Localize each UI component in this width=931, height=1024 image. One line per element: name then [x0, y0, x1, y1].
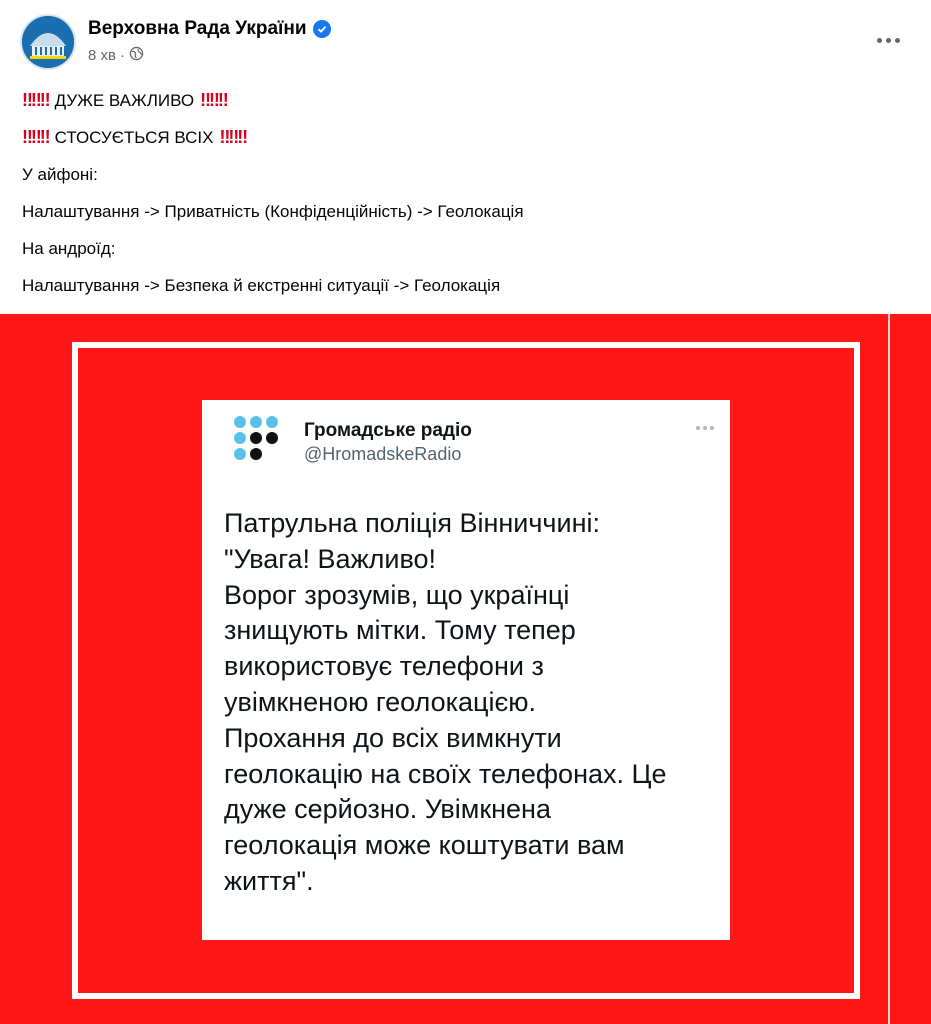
- page-name-text[interactable]: Верховна Рада України: [88, 18, 307, 39]
- tweet-line: знищують мітки. Тому тепер: [224, 615, 576, 646]
- double-exclamation-icon: ‼‼‼: [219, 127, 247, 147]
- tweet-line: дуже серйозно. Увімкнена: [224, 794, 551, 825]
- post-text: [22, 82, 902, 304]
- headline-1: [22, 82, 902, 119]
- android-path: Налаштування -> Безпека й екстренні ситуації -> Геолокація: [22, 276, 501, 295]
- double-exclamation-icon: ‼‼‼: [22, 90, 49, 110]
- tweet-handle: @HromadskeRadio: [304, 444, 462, 464]
- globe-icon: [129, 46, 144, 65]
- iphone-path: Налаштування -> Приватність (Конфіденційність) -> Геолокація: [22, 202, 524, 221]
- tweet-line: геолокація може коштувати вам: [224, 830, 625, 861]
- tweet-line: геолокацію на своїх телефонах. Це: [224, 758, 667, 789]
- post-header: [0, 0, 931, 80]
- tweet-line: "Увага! Важливо!: [224, 543, 437, 574]
- headline-2-text: СТОСУЄТЬСЯ ВСІХ: [54, 128, 214, 147]
- tweet-line: увімкненою геолокацією.: [224, 686, 537, 717]
- iphone-label: У айфоні:: [22, 165, 98, 184]
- tweet-line: Ворог зрозумів, що українці: [224, 579, 570, 610]
- headline-2: [22, 119, 902, 156]
- tweet-body: [224, 506, 719, 900]
- double-exclamation-icon: ‼‼‼: [200, 90, 227, 110]
- tweet-card: [202, 400, 730, 940]
- tweet-line: Прохання до всіх вимкнути: [224, 722, 562, 753]
- page-avatar[interactable]: [20, 14, 76, 70]
- more-options-icon[interactable]: [868, 26, 908, 54]
- post-meta: [88, 46, 144, 65]
- image-edge-divider: [888, 314, 890, 1024]
- verified-badge-icon: [313, 20, 331, 38]
- page-name[interactable]: [88, 18, 331, 40]
- tweet-line: Патрульна поліція Вінниччині:: [224, 508, 600, 538]
- post-time[interactable]: 8 хв: [88, 47, 116, 64]
- android-label: На андроїд:: [22, 239, 116, 258]
- hromadske-radio-logo-icon: [232, 412, 292, 472]
- tweet-line: використовує телефони з: [224, 651, 544, 682]
- meta-separator: ·: [119, 47, 125, 64]
- tweet-author: Громадське радіо: [304, 420, 472, 441]
- tweet-line: життя".: [224, 865, 314, 896]
- parliament-logo-icon: [22, 16, 74, 68]
- headline-1-text: ДУЖЕ ВАЖЛИВО: [54, 91, 195, 110]
- tweet-more-icon: [696, 426, 714, 430]
- double-exclamation-icon: ‼‼‼: [22, 127, 49, 147]
